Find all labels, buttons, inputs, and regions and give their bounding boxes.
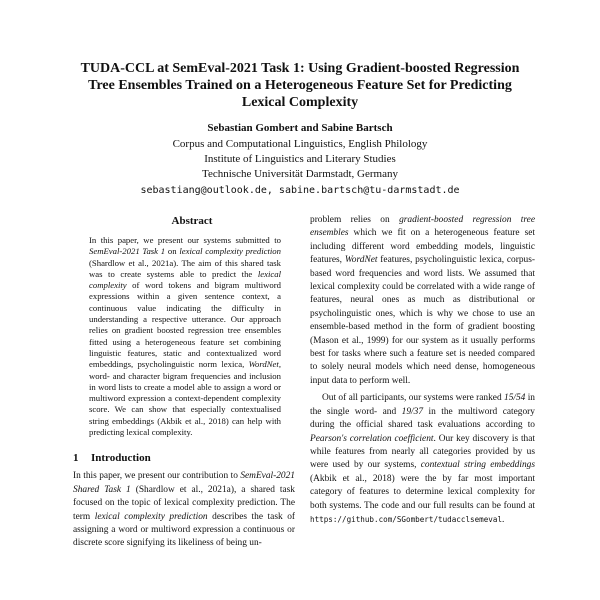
left-column <box>73 215 295 551</box>
code-url-link[interactable]: https://github.com/SGombert/tudacclsemeval <box>310 514 503 524</box>
title-line: Tree Ensembles Trained on a Heterogeneous Feature Set for Predicting <box>88 78 512 93</box>
right-column <box>310 214 535 527</box>
section-heading-introduction <box>73 452 295 464</box>
right-column-text <box>310 214 535 527</box>
author-emails: sebastiang@outlook.de, sabine.bartsch@tu-darmstadt.de <box>140 185 460 196</box>
abstract-heading: Abstract <box>171 215 213 227</box>
author-block <box>40 121 560 198</box>
title-line: Lexical Complexity <box>241 95 359 110</box>
section-title: Introduction <box>91 452 151 465</box>
paragraph: Out of all participants, our systems were ranked 15/54 in the single word- and 19/37 in the multiword category during the official shared task evaluations according to Pearson's correlation coefficient. Our key discovery is that while features from nearly all categories provided by us were used by our systems, contextual string embeddings (Akbik et al., 2018) were the by far most important category of features to determine lexical complexity for both systems. The code and our full results can be found at https://github.com/SGombert/tudacclsemeval. <box>310 393 536 525</box>
affiliation-line: Corpus and Computational Linguistics, English Philology <box>172 138 428 150</box>
author-names: Sebastian Gombert and Sabine Bartsch <box>207 122 393 134</box>
intro-paragraph: In this paper, we present our contribution to SemEval-2021 Shared Task 1 (Shardlow et al., 2021a), a shared task focused on the topic of lexical complexity prediction. The term lexical complexity prediction describes the task of assigning a word or multiword expression a continuous or discrete score signifying its likeliness of being un- <box>73 471 296 549</box>
paper-title <box>40 60 560 111</box>
abstract-text: In this paper, we present our systems submitted to SemEval-2021 Task 1 on lexical complexity prediction (Shardlow et al., 2021a). The aim of this shared task was to create systems able to predict the lexical complexity of word tokens and bigram multiword expressions within a given sentence context, a continuous value indicating the difficulty in understanding a respective utterance. Our approach relies on gradient boosted regression tree ensembles fitted using a heterogeneous feature set combining linguistic features, static and contextualized word embeddings, psycholinguistic norm lexica, WordNet, word- and character bigram frequencies and inclusion in word lists to create a model able to assign a word or multiword expression a context-dependent complexity score. We can show that especially contextualised string embeddings (Akbik et al., 2018) can help with predicting lexical complexity. <box>89 235 281 438</box>
affiliation-line: Technische Universität Darmstadt, Germany <box>202 168 398 180</box>
title-line: TUDA-CCL at SemEval-2021 Task 1: Using Gradient-boosted Regression <box>80 61 520 76</box>
affiliation-line: Institute of Linguistics and Literary Studies <box>204 153 396 165</box>
paragraph: problem relies on gradient-boosted regression tree ensembles which we fit on a heterogeneous feature set including different word embedding models, linguistic features, WordNet features, psycholinguistic lexica, corpus-based word frequencies and word lists. We assumed that lexical complexity could be correlated with a wide range of features, neural ones as much as distributional or psycholinguistic ones, which is why we chose to use an ensemble-based method in the form of gradient boosting (Mason et al., 1999) for our system as it usually performs best for tasks where such a feature set is needed compared to solely neural models which need dense, homogeneous input data to perform well. <box>310 215 536 386</box>
section-number: 1 <box>73 452 79 465</box>
